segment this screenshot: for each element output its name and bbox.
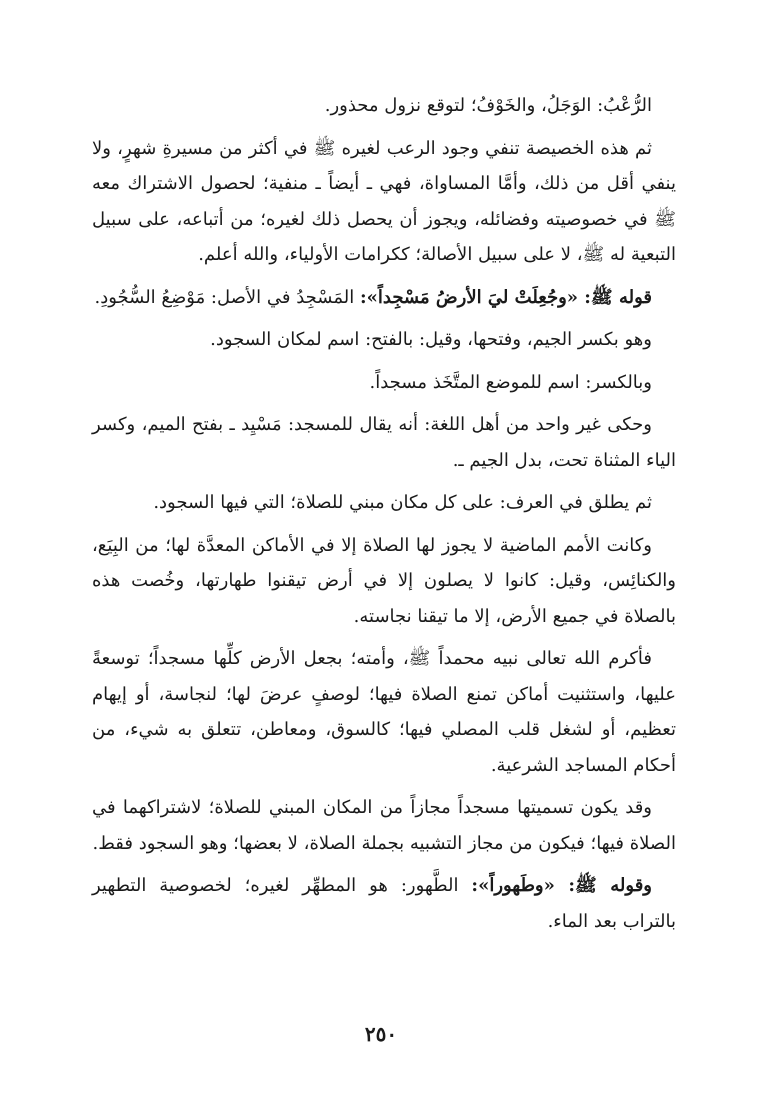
paragraph-2: ثم هذه الخصيصة تنفي وجود الرعب لغيره ﷺ في أكثر من مسيرةِ شهرٍ، ولا ينفي أقل من ذلك، وأمَّا المساواة، فهي ـ أيضاً ـ منفية؛ لحصول الاشتراك معه ﷺ في خصوصيته وفضائله، ويجوز أن يحصل ذلك لغيره؛ من أتباعه، على سبيل التبعية له ﷺ، لا على سبيل الأصالة؛ ككرامات الأولياء، والله أعلم. [92, 137, 676, 265]
paragraph-6: وحكى غير واحد من أهل اللغة: أنه يقال للمسجد: مَسْيِد ـ بفتح الميم، وكسر الياء المثناة تحت، بدل الجيم ـ. [92, 414, 676, 471]
hadith-quote: قوله ﷺ: «وجُعِلَتْ ليَ الأرضُ مَسْجِداً»: [359, 286, 652, 308]
page-number: ٢٥٠ [364, 1022, 398, 1046]
paragraph-7: ثم يطلق في العرف: على كل مكان مبني للصلاة؛ التي فيها السجود. [153, 492, 652, 513]
paragraph-10: وقد يكون تسميتها مسجداً مجازاً من المكان المبني للصلاة؛ لاشتراكهما في الصلاة فيها؛ فيكون من مجاز التشبيه بجملة الصلاة، لا بعضها؛ وهو السجود فقط. [92, 797, 676, 854]
paragraph-3: قوله ﷺ: «وجُعِلَتْ ليَ الأرضُ مَسْجِداً»: المَسْجِدُ في الأصل: مَوْضِعُ السُّجُودِ. [94, 286, 652, 308]
paragraph-5: وبالكسر: اسم للموضع المتَّخَذ مسجداً. [369, 371, 652, 393]
paragraph-4: وهو بكسر الجيم، وفتحها، وقيل: بالفتح: اسم لمكان السجود. [210, 329, 652, 350]
paragraph-1: الرُّعْبُ: الوَجَلُ، والخَوْفُ؛ لتوقع نزول محذور. [324, 95, 652, 116]
paragraph-8: وكانت الأمم الماضية لا يجوز لها الصلاة إلا في الأماكن المعدَّة لها؛ من البِيَع، والكنائِس، وقيل: كانوا لا يصلون إلا في أرض تيقنوا طهارتها، وخُصت هذه بالصلاة في جميع الأرض، إلا ما تيقنا نجاسته. [92, 534, 676, 627]
paragraph-11: وقوله ﷺ: «وطَهوراً»: الطَّهور: هو المطهِّر لغيره؛ لخصوصية التطهير بالتراب بعد الماء. [92, 875, 676, 932]
hadith-quote: وقوله ﷺ: «وطَهوراً»: [471, 875, 652, 896]
paragraph-9: فأكرم الله تعالى نبيه محمداً ﷺ، وأمته؛ بجعل الأرض كلِّها مسجداً؛ توسعةً عليها، واستثنيت أماكن تمنع الصلاة فيها؛ لوصفٍ عرضَ لها؛ لنجاسة، أو إيهام تعظيم، أو لشغل قلب المصلي فيها؛ كالسوق، ومعاطن، تتعلق به شيء، من أحكام المساجد الشرعية. [92, 648, 676, 776]
page-text-block [92, 88, 676, 939]
